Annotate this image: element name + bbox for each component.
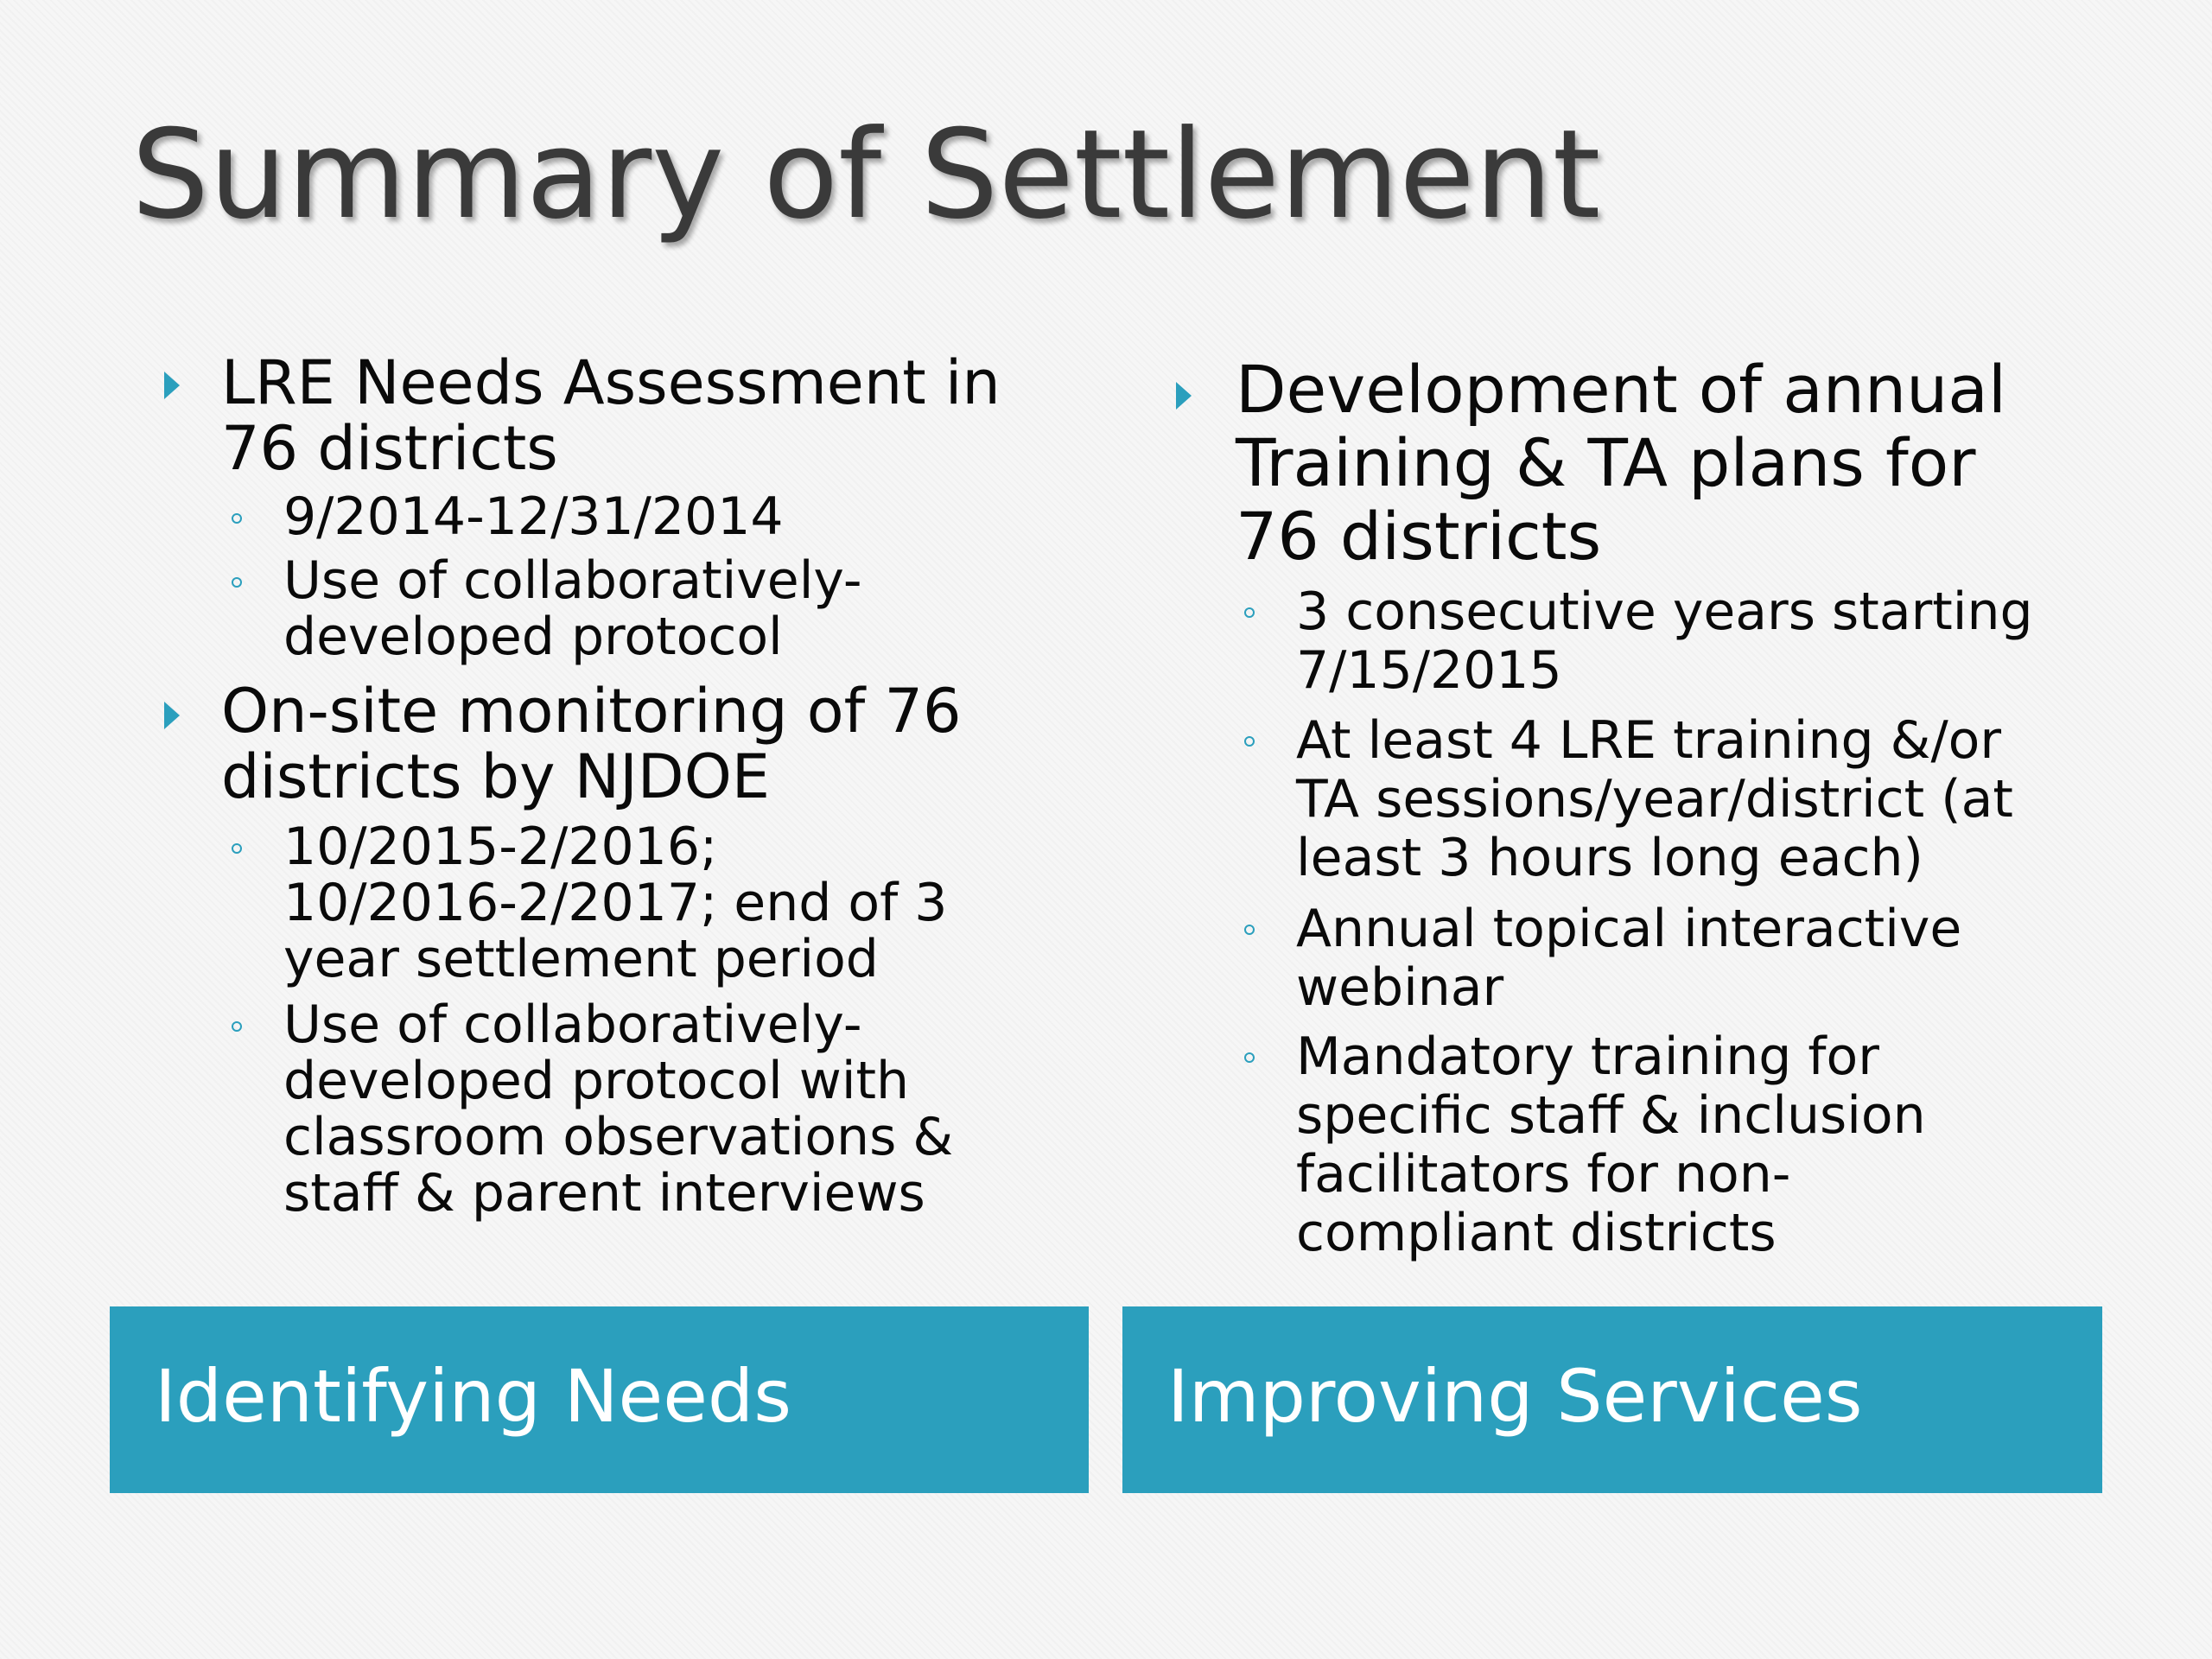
sub-bullet-text: Mandatory training for specific staff & inclusion facilitators for non- compliant districts bbox=[1296, 1027, 1926, 1263]
bullet-text: Development of annual Training & TA plans for 76 districts bbox=[1236, 351, 2006, 575]
banner-improving-services bbox=[1122, 1306, 2102, 1493]
ring-bullet-icon bbox=[1244, 925, 1255, 935]
banner-identifying-needs bbox=[110, 1306, 1089, 1493]
banner-label: Identifying Needs bbox=[155, 1354, 791, 1439]
bullet-text: LRE Needs Assessment in 76 districts bbox=[221, 347, 1001, 484]
sub-bullet-text: Use of collaboratively- developed protocol bbox=[283, 550, 862, 667]
sub-bullet-text: Use of collaboratively- developed protocol with classroom observations & staff & parent interviews bbox=[283, 995, 954, 1224]
sub-bullet-text: At least 4 LRE training &/or TA sessions/year/district (at least 3 hours long each) bbox=[1296, 710, 2013, 888]
slide-title: Summary of Settlement bbox=[131, 104, 1601, 246]
sub-bullet-text: 9/2014-12/31/2014 bbox=[283, 486, 784, 547]
triangle-right-icon bbox=[1176, 382, 1192, 410]
triangle-right-icon bbox=[164, 372, 180, 399]
banner-label: Improving Services bbox=[1167, 1354, 1863, 1439]
ring-bullet-icon bbox=[232, 577, 242, 588]
sub-bullet-text: 3 consecutive years starting 7/15/2015 bbox=[1296, 582, 2033, 701]
sub-bullet-text: Annual topical interactive webinar bbox=[1296, 899, 1962, 1018]
ring-bullet-icon bbox=[232, 843, 242, 854]
ring-bullet-icon bbox=[1244, 607, 1255, 618]
ring-bullet-icon bbox=[232, 1021, 242, 1032]
ring-bullet-icon bbox=[1244, 1052, 1255, 1063]
triangle-right-icon bbox=[164, 702, 180, 729]
ring-bullet-icon bbox=[1244, 736, 1255, 747]
bullet-text: On-site monitoring of 76 districts by NJDOE bbox=[221, 676, 962, 812]
ring-bullet-icon bbox=[232, 513, 242, 524]
sub-bullet-text: 10/2015-2/2016; 10/2016-2/2017; end of 3 year settlement period bbox=[283, 817, 948, 989]
